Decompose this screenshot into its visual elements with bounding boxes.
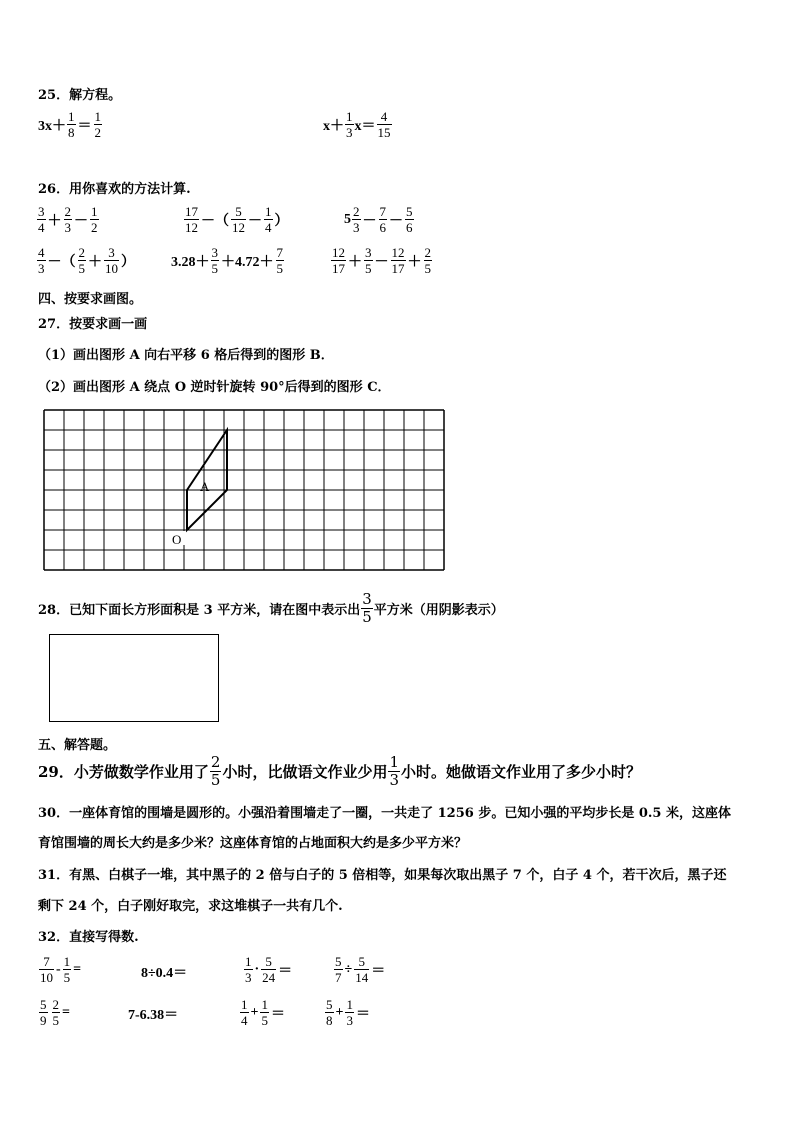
fraction: $\frac{1}{8}$ — [68, 109, 75, 140]
term: x＝ — [354, 118, 376, 134]
fraction: $\frac{4}{15}$ — [377, 109, 391, 140]
fraction: $\frac{2}{5}$ — [210, 753, 221, 789]
q26-expr-4: $\frac{4}{3}$ －（ $\frac{2}{5}$ ＋ $\frac{3}{10}$ ） — [38, 245, 135, 276]
q26-expr-3: 5 $\frac{2}{3}$ － $\frac{7}{6}$ － $\frac{5}{6}$ — [344, 204, 413, 235]
fraction: $\frac{1}{3}$ — [389, 753, 399, 789]
q29-text-part-1: 29．小芳做数学作业用了 — [38, 763, 209, 781]
term: x＋ — [323, 118, 344, 134]
term: 3x＋ — [38, 118, 66, 134]
q32-item-2: 8÷0.4＝ — [141, 966, 188, 981]
q32-item-6: 7-6.38＝ — [128, 1008, 179, 1023]
q29-text-part-3: 小时。她做语文作业用了多少小时？ — [401, 763, 642, 781]
q25-equation-2 — [323, 110, 393, 139]
section-4-heading: 四、按要求画图。 — [38, 292, 143, 307]
q26-expr-2: $\frac{17}{12}$ －（ $\frac{5}{12}$ － $\frac{1}{4}$ ） — [185, 204, 289, 235]
q27-title: 27．按要求画一画 — [38, 317, 148, 332]
square-grid — [43, 409, 445, 575]
fraction: $\frac{1}{3}$ — [346, 109, 353, 140]
q26-expr-6: $\frac{12}{17}$ ＋ $\frac{3}{5}$ － $\frac{12}{17}$ ＋ $\frac{2}{5}$ — [332, 245, 431, 276]
q32-item-8: $\frac{5}{8}$ + $\frac{1}{3}$ ＝ — [326, 997, 370, 1028]
q32-item-7: $\frac{1}{4}$ + $\frac{1}{5}$ ＝ — [241, 997, 285, 1028]
q30-line-1: 30．一座体育馆的围墙是圆形的。小强沿着围墙走了一圈，一共走了 1256 步。已知小强的平均步长是 0.5 米，这座体 — [38, 806, 731, 821]
q31-line-2: 剩下 24 个，白子刚好取完，求这堆棋子一共有几个. — [38, 899, 343, 914]
q32-item-3: $\frac{1}{3}$ · $\frac{5}{24}$ ＝ — [245, 954, 293, 985]
q28-text — [38, 592, 504, 625]
q26-expr-5: 3.28＋ $\frac{3}{5}$ ＋4.72＋ $\frac{7}{5}$ — [171, 245, 283, 276]
q30-line-2: 育馆围墙的周长大约是多少米？这座体育馆的占地面积大约是多少平方米？ — [38, 836, 468, 851]
q27-sub-1: （1）画出图形 A 向右平移 6 格后得到的图形 B． — [38, 348, 334, 363]
equals: ＝ — [77, 118, 92, 134]
fraction: $\frac{3}{5}$ — [362, 590, 372, 626]
q27-sub-2: （2）画出图形 A 绕点 O 逆时针旋转 90°后得到的图形 C． — [38, 380, 391, 395]
q32-item-4: $\frac{5}{7}$ ÷ $\frac{5}{14}$ ＝ — [335, 954, 386, 985]
q28-text-part-1: 28．已知下面长方形面积是 3 平方米，请在图中表示出 — [38, 603, 361, 618]
fraction: $\frac{1}{2}$ — [94, 109, 101, 140]
q31-line-1: 31．有黑、白棋子一堆，其中黑子的 2 倍与白子的 5 倍相等，如果每次取出黑子 7 个，白子 4 个，若干次后，黑子还 — [38, 868, 727, 883]
q26-title: 26．用你喜欢的方法计算. — [38, 182, 191, 197]
q28-rectangle[interactable] — [49, 634, 219, 722]
q28-text-part-2: 平方米（用阴影表示） — [373, 603, 504, 618]
q32-title: 32．直接写得数. — [38, 930, 139, 945]
label-a: A — [200, 479, 210, 494]
q29-text — [38, 755, 641, 788]
q25-title: 25．解方程。 — [38, 88, 122, 103]
q25-equation-1 — [38, 110, 103, 139]
q29-text-part-2: 小时，比做语文作业少用 — [222, 763, 388, 781]
label-o: O — [172, 532, 182, 547]
q26-expr-1: $\frac{3}{4}$ ＋ $\frac{2}{3}$ － $\frac{1}{2}$ — [38, 204, 98, 235]
q32-item-5: $\frac{5}{9}$ $\frac{2}{5}$ = — [40, 997, 70, 1028]
q32-item-1: $\frac{7}{10}$ - $\frac{1}{5}$ = — [40, 954, 82, 985]
section-5-heading: 五、解答题。 — [38, 738, 117, 753]
